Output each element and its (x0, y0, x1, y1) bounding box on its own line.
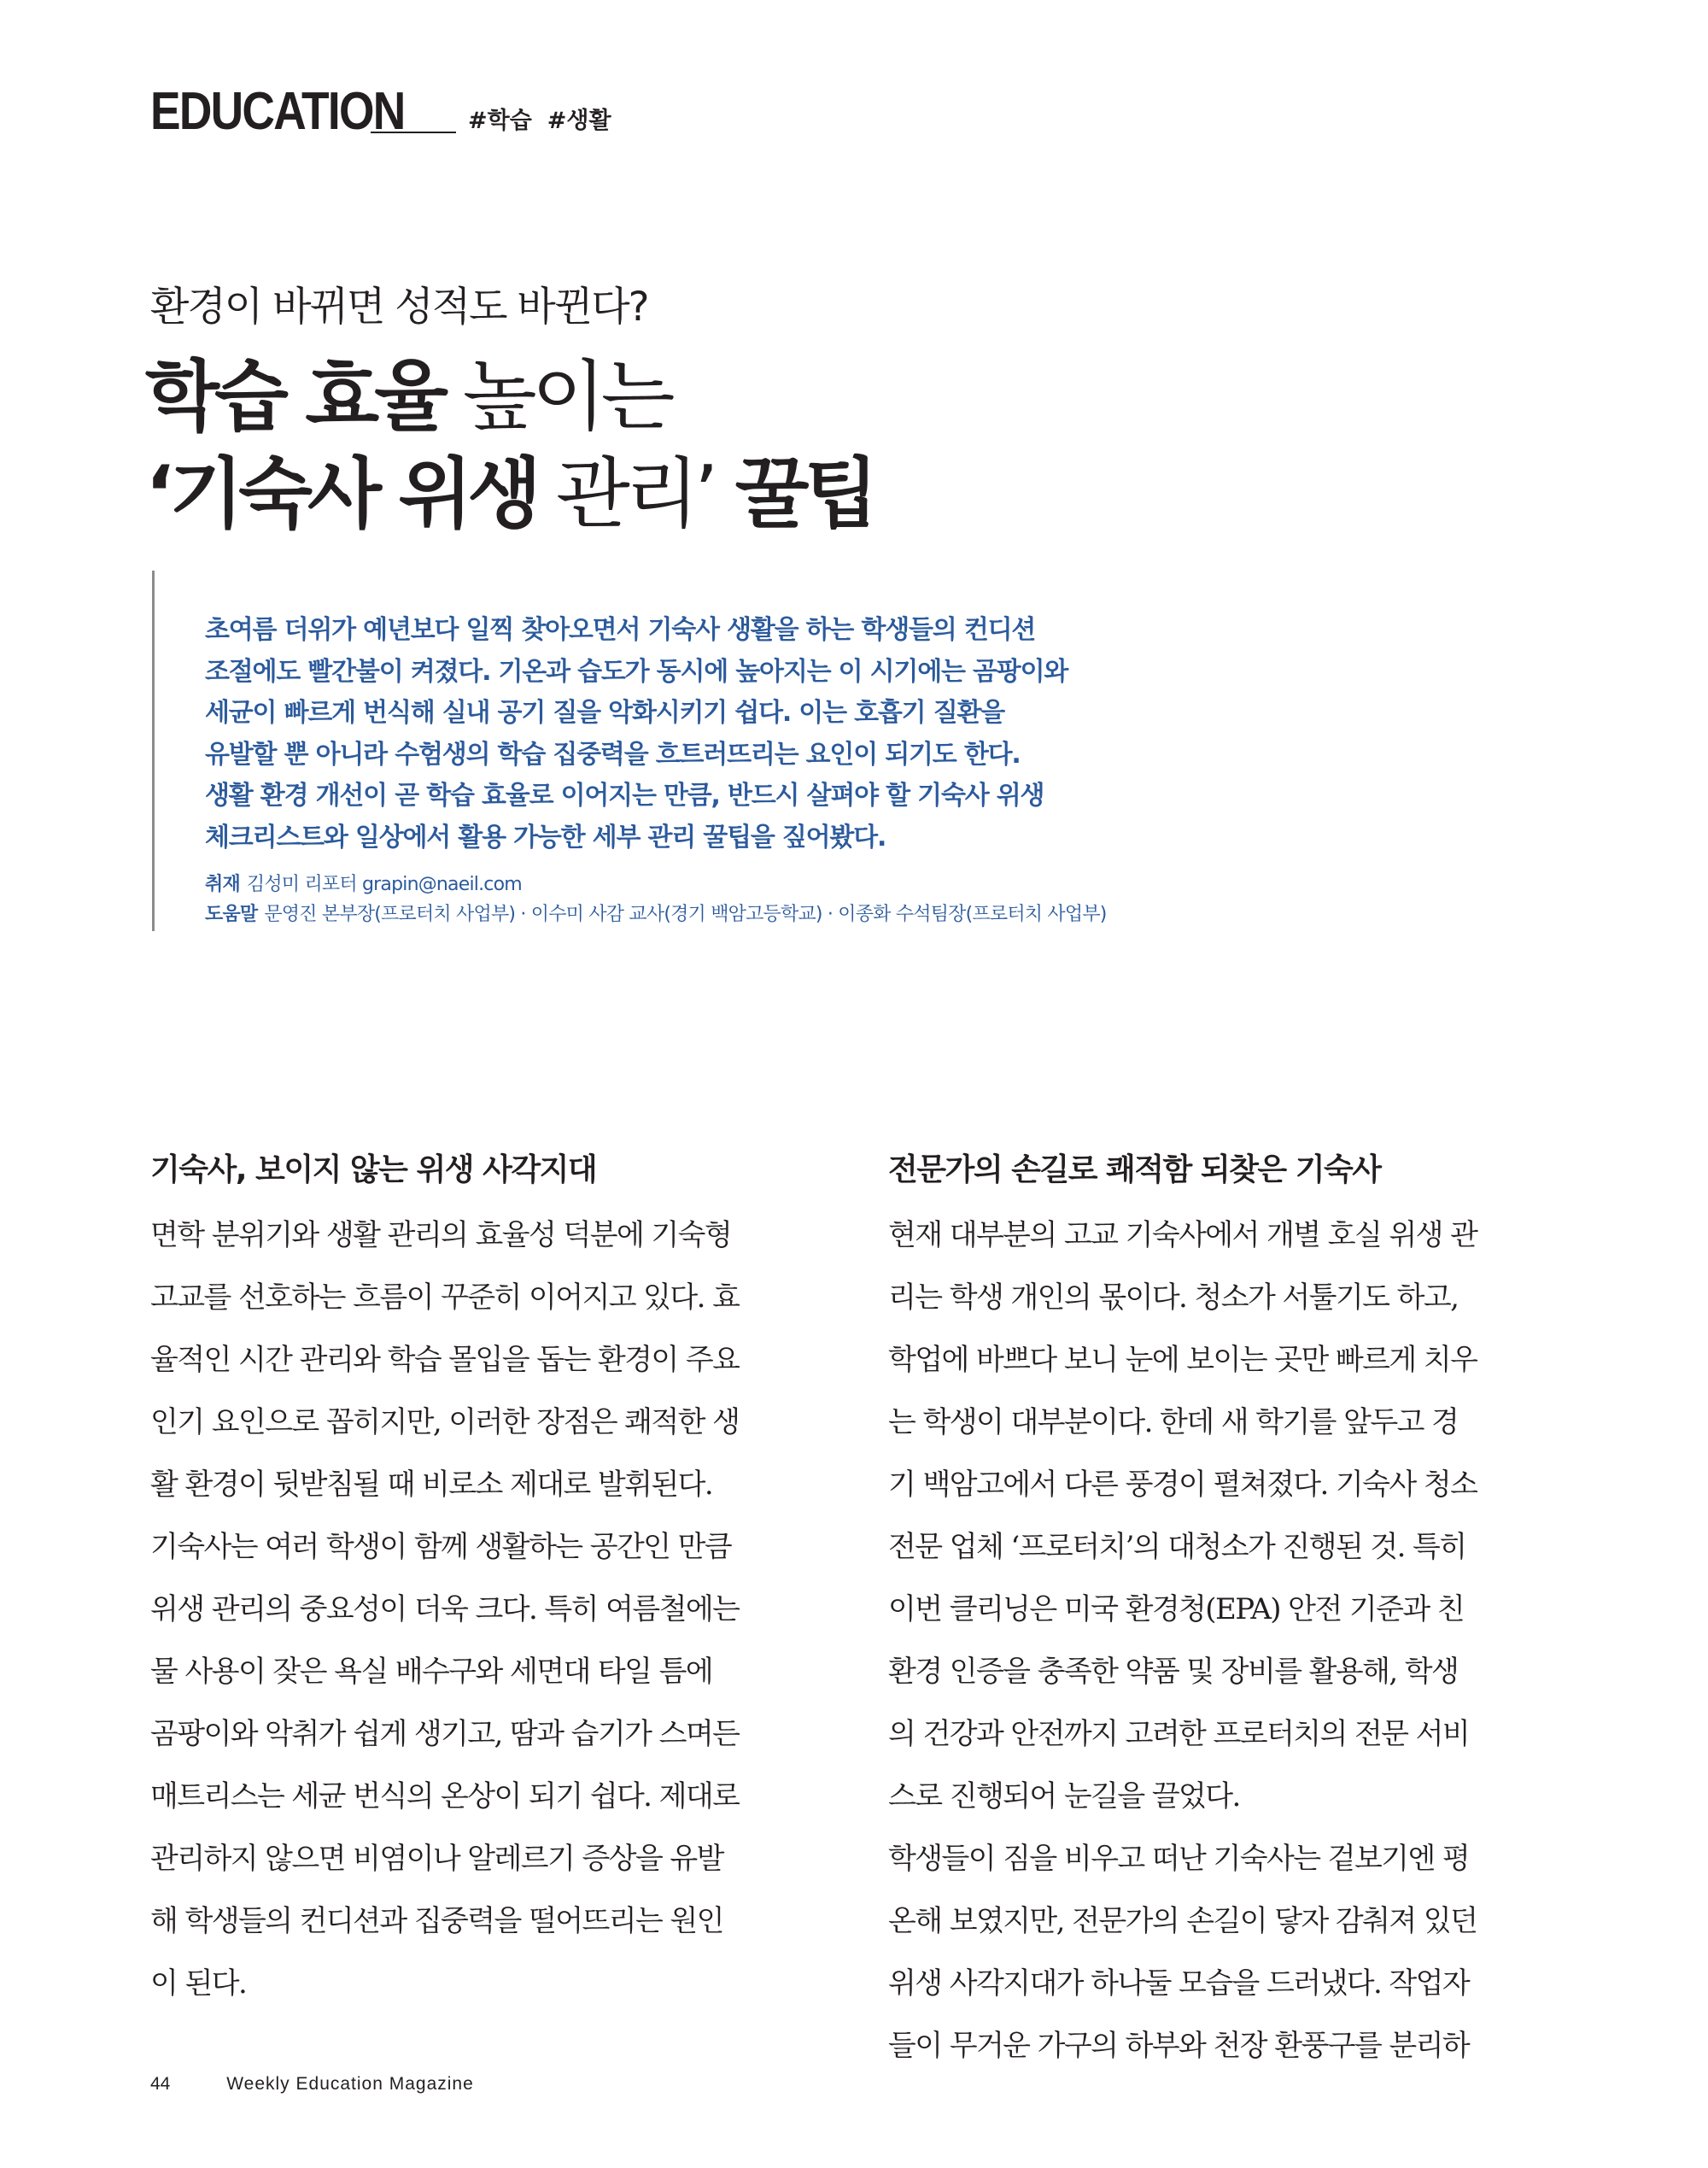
left-column-heading: 기숙사, 보이지 않는 위생 사각지대 (150, 1152, 597, 1187)
headline-line-2-bold-end: 꿀팁 (713, 449, 874, 539)
right-column (888, 1145, 1537, 2077)
help-credit (205, 899, 1107, 929)
body-line: 위생 관리의 중요성이 더욱 크다. 특히 여름철에는 (150, 1592, 740, 1626)
body-line: 기숙사는 여러 학생이 함께 생활하는 공간인 만큼 (150, 1530, 732, 1564)
reporter-label: 취재 (205, 874, 240, 895)
credits (205, 870, 1107, 929)
page-footer (150, 2074, 474, 2095)
body-line: 학업에 바쁘다 보니 눈에 보이는 곳만 빠르게 치우 (888, 1343, 1477, 1377)
body-line: 해 학생들의 컨디션과 집중력을 떨어뜨리는 원인 (150, 1904, 723, 1938)
body-line: 환경 인증을 충족한 약품 및 장비를 활용해, 학생 (888, 1655, 1459, 1689)
help-label: 도움말 (205, 904, 258, 925)
right-column-body (888, 1204, 1537, 2077)
body-line: 기 백암고에서 다른 풍경이 펼쳐졌다. 기숙사 청소 (888, 1468, 1477, 1502)
headline-line-1-light: 높이는 (443, 352, 670, 442)
body-line: 율적인 시간 관리와 학습 몰입을 돕는 환경이 주요 (150, 1343, 740, 1377)
reporter-name: 김성미 리포터 grapin@naeil.com (246, 874, 522, 895)
lead-accent-bar (152, 571, 155, 931)
body-line: 매트리스는 세균 번식의 온상이 되기 쉽다. 제대로 (150, 1779, 740, 1814)
kicker: 환경이 바뀌면 성적도 바뀐다? (150, 284, 648, 331)
headline-line-2 (145, 446, 874, 543)
body-line: 의 건강과 안전까지 고려한 프로터치의 전문 서비 (888, 1717, 1470, 1751)
body-line: 스로 진행되어 눈길을 끌었다. (888, 1779, 1240, 1814)
tag-study: #학습 (468, 108, 532, 134)
reporter-credit (205, 870, 1107, 899)
body-line: 학생들이 짐을 비우고 떠난 기숙사는 겉보기엔 평 (888, 1842, 1470, 1876)
body-line: 위생 사각지대가 하나둘 모습을 드러냈다. 작업자 (888, 1966, 1470, 2001)
lead-line: 유발할 뿐 아니라 수험생의 학습 집중력을 흐트러뜨리는 요인이 되기도 한다. (205, 739, 1021, 770)
body-line: 관리하지 않으면 비염이나 알레르기 증상을 유발 (150, 1842, 723, 1876)
body-line: 이 된다. (150, 1966, 247, 2001)
right-column-heading: 전문가의 손길로 쾌적함 되찾은 기숙사 (888, 1152, 1381, 1187)
help-names: 문영진 본부장(프로터치 사업부) · 이수미 사감 교사(경기 백암고등학교) · 이종화 수석팀장(프로터치 사업부) (264, 904, 1107, 925)
body-line: 들이 무거운 가구의 하부와 천장 환풍구를 분리하 (888, 2029, 1470, 2063)
body-line: 현재 대부분의 고교 기숙사에서 개별 호실 위생 관 (888, 1218, 1477, 1252)
page-number: 44 (150, 2074, 171, 2094)
headline-line-1-bold: 학습 효율 (145, 352, 444, 442)
lead-paragraph (205, 610, 1196, 858)
headline-line-2-light: 관리’ (536, 449, 714, 539)
body-line: 리는 학생 개인의 몫이다. 청소가 서툴기도 하고, (888, 1280, 1459, 1315)
body-line: 고교를 선호하는 흐름이 꾸준히 이어지고 있다. 효 (150, 1280, 740, 1315)
body-line: 이번 클리닝은 미국 환경청(EPA) 안전 기준과 친 (888, 1592, 1465, 1626)
tag-life: #생활 (547, 108, 611, 134)
lead-line: 조절에도 빨간불이 켜졌다. 기온과 습도가 동시에 높아지는 이 시기에는 곰팡이와 (205, 656, 1068, 687)
tag-list (468, 102, 611, 135)
body-line: 곰팡이와 악취가 쉽게 생기고, 땀과 습기가 스며든 (150, 1717, 740, 1751)
headline-line-1 (145, 349, 874, 446)
body-line: 활 환경이 뒷받침될 때 비로소 제대로 발휘된다. (150, 1468, 713, 1502)
left-column (150, 1145, 799, 2015)
lead-line: 생활 환경 개선이 곧 학습 효율로 이어지는 만큼, 반드시 살펴야 할 기숙사 위생 (205, 781, 1044, 811)
lead-line: 초여름 더위가 예년보다 일찍 찾아오면서 기숙사 생활을 하는 학생들의 컨디션 (205, 615, 1036, 645)
left-column-body (150, 1204, 799, 2015)
body-line: 인기 요인으로 꼽히지만, 이러한 장점은 쾌적한 생 (150, 1405, 740, 1439)
headline-line-2-bold: ‘기숙사 위생 (145, 449, 537, 539)
headline (145, 349, 874, 543)
lead-line: 체크리스트와 일상에서 활용 가능한 세부 관리 꿀팁을 짚어봤다. (205, 822, 886, 853)
body-line: 물 사용이 잦은 욕실 배수구와 세면대 타일 틈에 (150, 1655, 713, 1689)
magazine-name: Weekly Education Magazine (226, 2074, 474, 2094)
lead-line: 세균이 빠르게 번식해 실내 공기 질을 악화시키기 쉽다. 이는 호흡기 질환을 (205, 698, 1005, 728)
body-line: 는 학생이 대부분이다. 한데 새 학기를 앞두고 경 (888, 1405, 1459, 1439)
section-header (150, 79, 611, 141)
body-line: 면학 분위기와 생활 관리의 효율성 덕분에 기숙형 (150, 1218, 732, 1252)
section-name: EDUCATION (150, 82, 405, 141)
body-line: 전문 업체 ‘프로터치’의 대청소가 진행된 것. 특히 (888, 1530, 1466, 1564)
body-line: 온해 보였지만, 전문가의 손길이 닿자 감춰져 있던 (888, 1904, 1477, 1938)
